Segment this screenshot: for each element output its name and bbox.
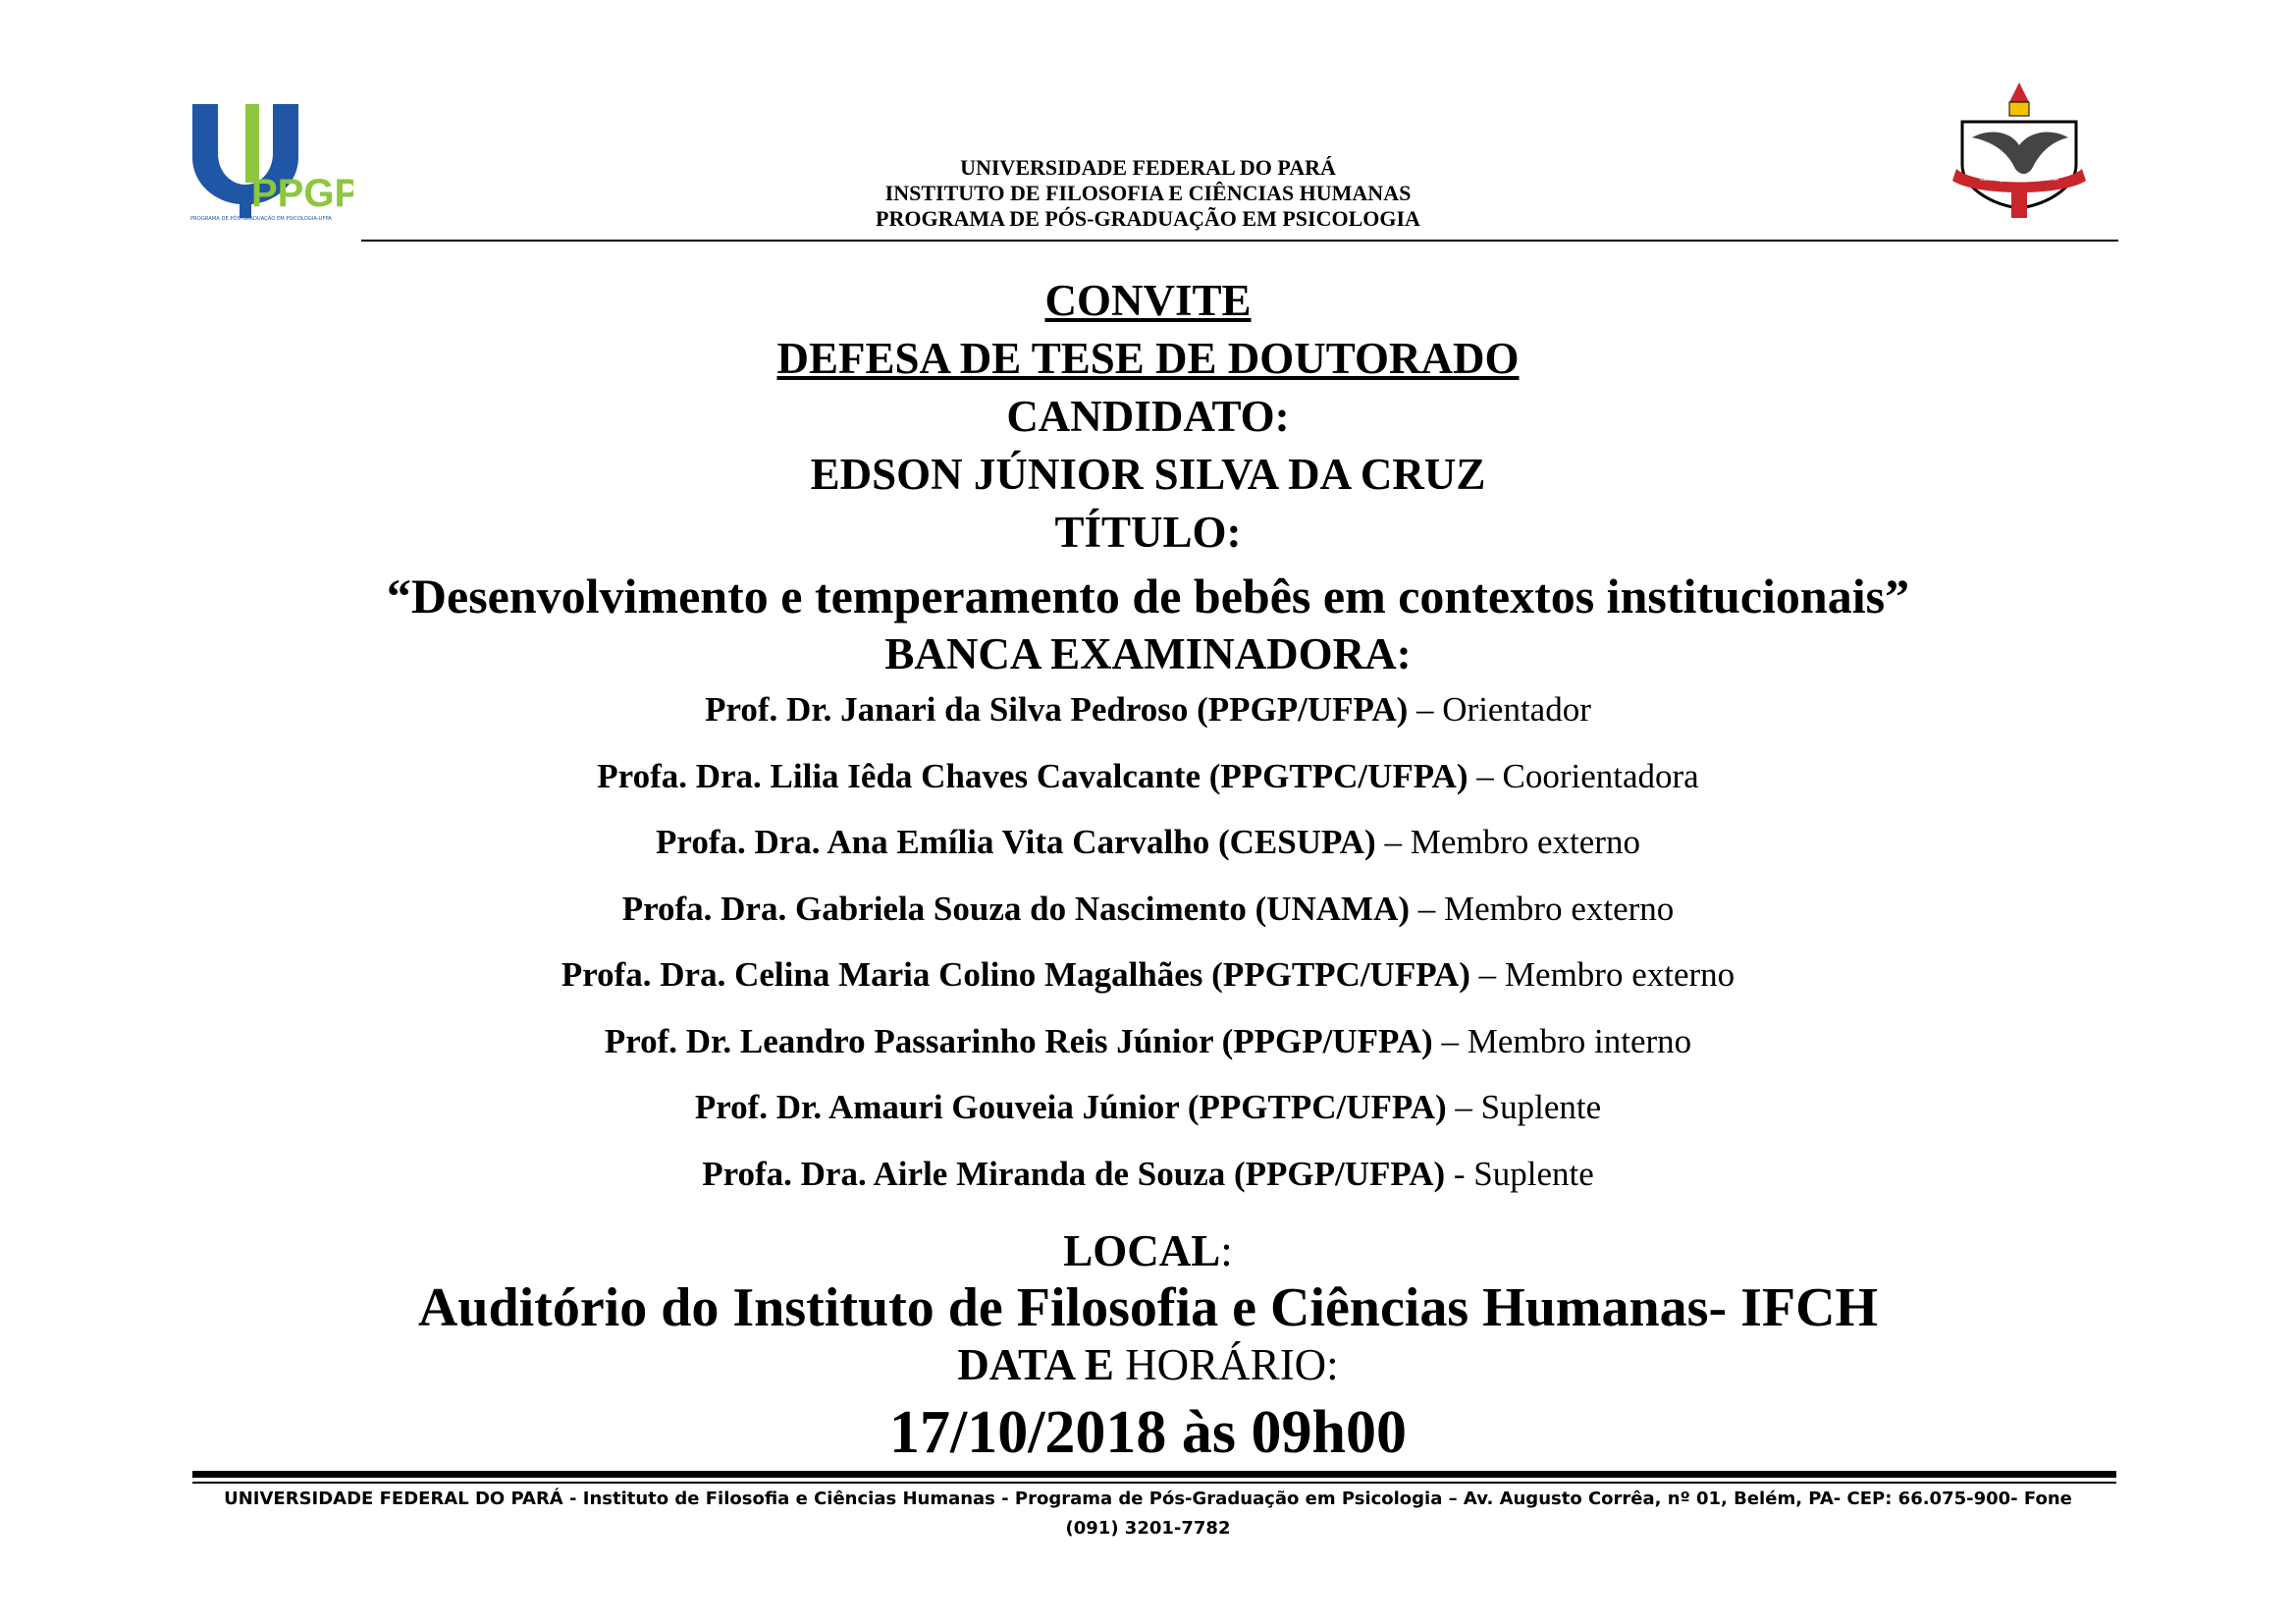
committee-member: Profa. Dra. Lilia Iêda Chaves Cavalcante (PPGTPC/UFPA) – Coorientadora: [597, 757, 1699, 795]
candidato-name: EDSON JÚNIOR SILVA DA CRUZ: [810, 450, 1486, 499]
svg-text:PROGRAMA DE PÓS-GRADUAÇÃO EM P: PROGRAMA DE PÓS-GRADUAÇÃO EM PSICOLOGIA-UFPA: [190, 216, 332, 222]
footer-divider-thick: [192, 1471, 2116, 1478]
footer-phone: (091) 3201-7782: [1065, 1518, 1231, 1539]
committee-member: Prof. Dr. Leandro Passarinho Reis Júnior (PPGP/UFPA) – Membro interno: [604, 1022, 1692, 1060]
titulo-label: TÍTULO:: [1054, 508, 1242, 557]
committee-member: Profa. Dra. Airle Miranda de Souza (PPGP/UFPA) - Suplente: [702, 1155, 1594, 1193]
date-time: 17/10/2018 às 09h00: [888, 1399, 1408, 1466]
svg-text:LUX IN JUSTITIA SAPIENTIA: LUX IN JUSTITIA SAPIENTIA: [1980, 176, 2058, 183]
local-label: LOCAL:: [1063, 1226, 1233, 1275]
convite-heading: CONVITE: [1044, 276, 1252, 325]
footer-address: UNIVERSIDADE FEDERAL DO PARÁ - Instituto de Filosofia e Ciências Humanas - Programa de Pós-Graduação em Psicologia – Av. Augusto Corrêa, nº 01, Belém, PA- CEP: 66.075-900- Fone: [224, 1489, 2072, 1509]
date-label: DATA E HORÁRIO:: [957, 1340, 1339, 1389]
committee-member: Prof. Dr. Amauri Gouveia Júnior (PPGTPC/UFPA) – Suplente: [694, 1088, 1602, 1126]
footer-divider-thin: [192, 1482, 2116, 1484]
committee-member: Prof. Dr. Janari da Silva Pedroso (PPGP/UFPA) – Orientador: [705, 690, 1591, 729]
defesa-heading: DEFESA DE TESE DE DOUTORADO: [776, 334, 1520, 383]
ppgp-logo-text: PPGP: [251, 172, 353, 215]
program-name: PROGRAMA DE PÓS-GRADUAÇÃO EM PSICOLOGIA: [876, 206, 1420, 231]
committee-member: Profa. Dra. Ana Emília Vita Carvalho (CESUPA) – Membro externo: [656, 823, 1640, 861]
candidato-label: CANDIDATO:: [1006, 392, 1290, 441]
institute-name: INSTITUTO DE FILOSOFIA E CIÊNCIAS HUMANAS: [884, 181, 1412, 205]
venue-name: Auditório do Instituto de Filosofia e Ciências Humanas- IFCH: [417, 1277, 1879, 1338]
institution-header: [0, 155, 2296, 232]
banca-label: BANCA EXAMINADORA:: [884, 629, 1412, 678]
university-name: UNIVERSIDADE FEDERAL DO PARÁ: [960, 155, 1336, 180]
thesis-title: “Desenvolvimento e temperamento de bebês em contextos institucionais”: [386, 568, 1910, 623]
committee-member: Profa. Dra. Gabriela Souza do Nascimento (UNAMA) – Membro externo: [621, 890, 1675, 928]
header-divider: [361, 240, 2118, 242]
committee-member: Profa. Dra. Celina Maria Colino Magalhães (PPGTPC/UFPA) – Membro externo: [561, 955, 1735, 994]
